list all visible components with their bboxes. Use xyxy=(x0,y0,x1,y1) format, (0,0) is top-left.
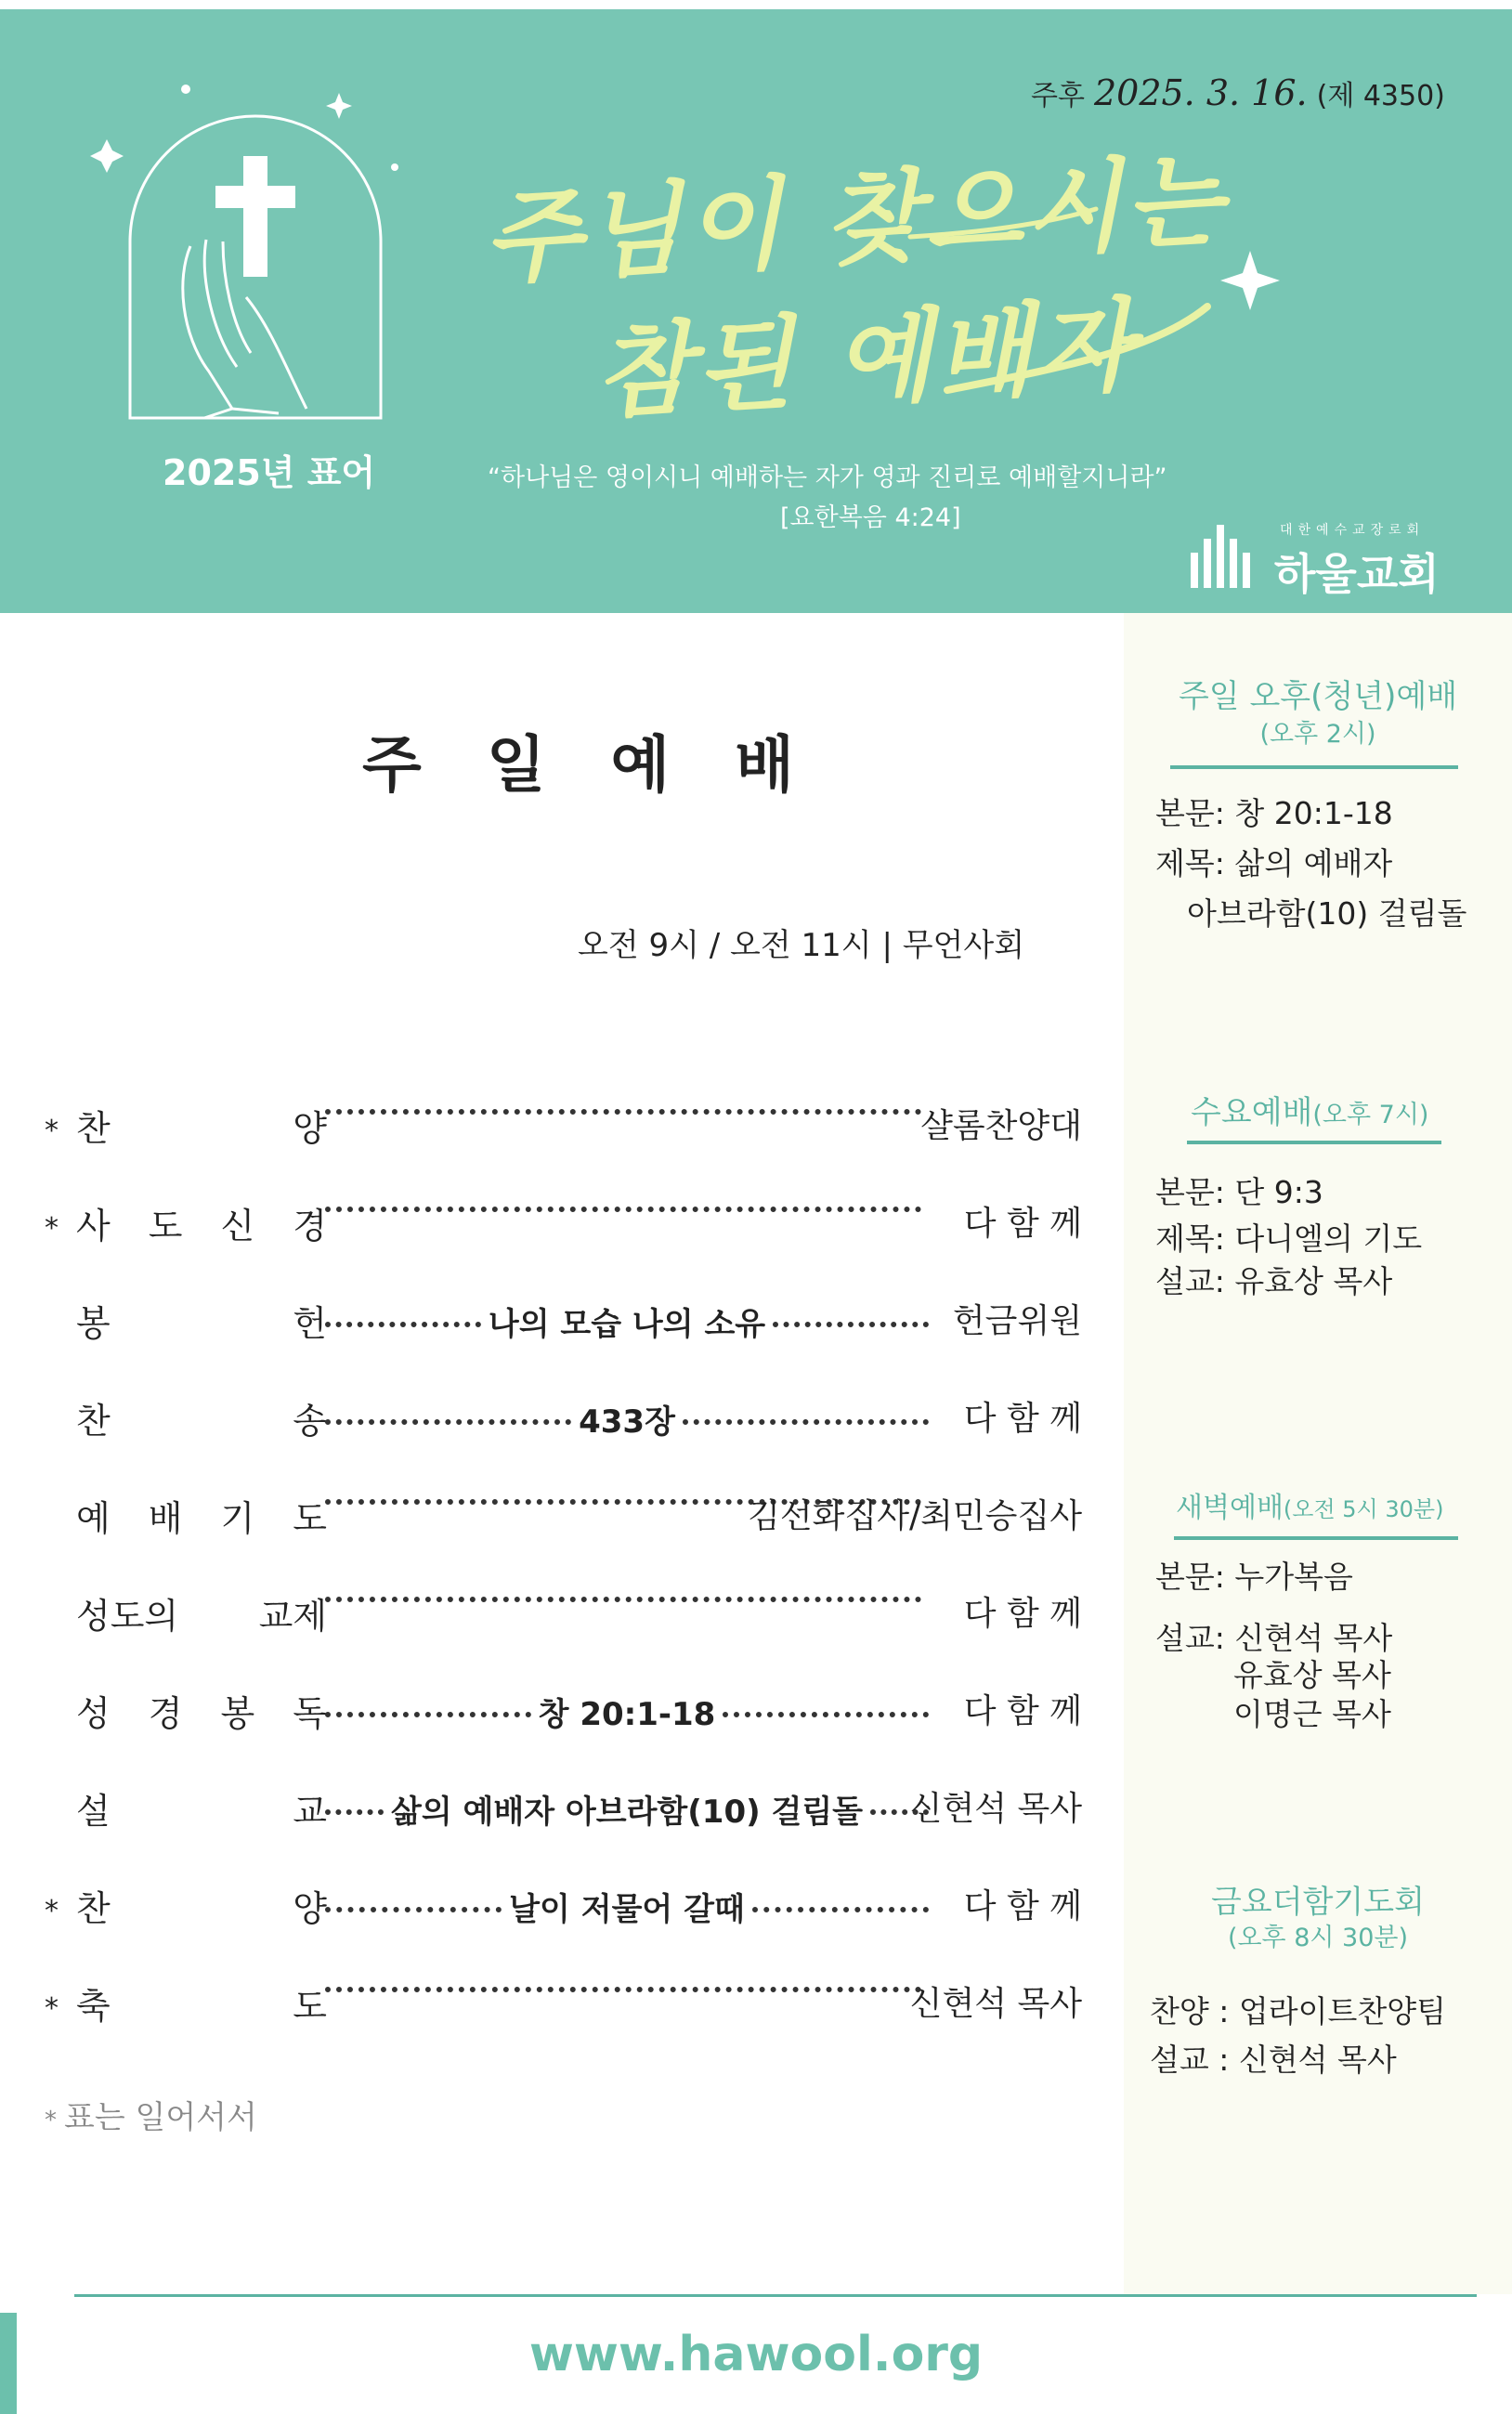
order-item-label xyxy=(76,1685,327,1736)
wednesday-title-text: 수요예배 xyxy=(1191,1094,1313,1131)
wednesday-time: (오후 7시) xyxy=(1312,1101,1429,1129)
dot-leader xyxy=(325,1712,531,1717)
standing-mark: * xyxy=(45,1115,59,1147)
friday-service-time: (오후 8시 30분) xyxy=(1227,1924,1409,1952)
wednesday-divider xyxy=(1187,1141,1441,1144)
wednesday-preacher: 설교: 유효상 목사 xyxy=(1155,1263,1393,1299)
order-item-label xyxy=(76,1197,327,1248)
wednesday-service-title xyxy=(1191,1087,1428,1132)
friday-praise: 찬양 : 업라이트찬양팀 xyxy=(1150,1993,1446,2029)
dawn-text: 본문: 누가복음 xyxy=(1155,1559,1353,1595)
dawn-divider xyxy=(1174,1536,1458,1540)
order-item-label xyxy=(76,1295,327,1346)
dawn-title-text: 새벽예배 xyxy=(1176,1492,1284,1524)
standing-mark: * xyxy=(45,1212,59,1245)
order-item-label-part: 찬 xyxy=(76,1888,111,1929)
order-item xyxy=(37,1289,1096,1345)
order-item-leader: 다 함 께 xyxy=(963,1400,1082,1438)
dot-leader xyxy=(325,1109,921,1115)
standing-mark: * xyxy=(45,1992,59,2025)
order-item-label-part: 도 xyxy=(293,1986,327,2027)
order-item-label-part: 경 xyxy=(293,1206,327,1246)
afternoon-service-title: 주일 오후(청년)예배 xyxy=(1178,678,1458,715)
order-item-label-part: 교제 xyxy=(258,1596,327,1637)
dot-leader xyxy=(325,1907,502,1912)
dot-leader xyxy=(325,1322,481,1327)
order-item-label-part: 봉 xyxy=(220,1693,255,1734)
dot-leader xyxy=(773,1322,929,1327)
standing-note xyxy=(45,2092,257,2137)
order-item-detail: 날이 저물어 갈때 xyxy=(509,1891,745,1928)
order-item-label-part: 교 xyxy=(293,1791,327,1832)
motto-label: 2025년 표어 xyxy=(163,452,376,493)
order-item-leader: 김선화집사/최민승집사 xyxy=(748,1497,1082,1535)
dot-leader xyxy=(723,1712,929,1717)
order-item-label xyxy=(76,1490,327,1541)
issue-date xyxy=(1031,72,1445,113)
wednesday-text: 본문: 단 9:3 xyxy=(1155,1174,1323,1210)
sidebar xyxy=(1124,613,1512,2294)
order-item xyxy=(37,1679,1096,1735)
order-item-content xyxy=(325,1689,929,1734)
dot-leader xyxy=(325,1207,921,1212)
church-website-link[interactable]: www.hawool.org xyxy=(528,2327,984,2382)
order-item-label-part: 송 xyxy=(293,1401,327,1442)
order-item-label-part: 찬 xyxy=(76,1401,111,1442)
dot-leader xyxy=(325,1809,384,1815)
order-item-detail: 433장 xyxy=(579,1403,675,1441)
dot-leader xyxy=(325,1987,921,1992)
dot-leader xyxy=(325,1419,571,1425)
order-item-label-part: 도 xyxy=(148,1206,183,1246)
friday-service-title: 금요더함기도회 xyxy=(1211,1884,1425,1921)
afternoon-subject-cont: 아브라함(10) 걸림돌 xyxy=(1187,895,1467,932)
order-item-content xyxy=(325,1396,929,1442)
order-item xyxy=(37,1874,1096,1930)
order-item-leader: 다 함 께 xyxy=(963,1595,1082,1633)
order-item-leader: 헌금위원 xyxy=(952,1302,1082,1340)
theme-verse: “하나님은 영이시니 예배하는 자가 영과 진리로 예배할지니라” xyxy=(488,463,1167,492)
order-item-label-part: 헌 xyxy=(293,1303,327,1344)
order-item-label-part: 독 xyxy=(293,1693,327,1734)
theme-title-line2: 참된 예배자 xyxy=(592,286,1140,433)
order-item-detail: 창 20:1-18 xyxy=(538,1696,716,1733)
dot-leader xyxy=(752,1907,929,1912)
order-item-label xyxy=(76,1782,327,1833)
order-item-content xyxy=(325,1786,929,1832)
order-item-leader: 다 함 께 xyxy=(963,1887,1082,1925)
dawn-service-title xyxy=(1176,1484,1443,1525)
order-item-leader: 다 함 께 xyxy=(963,1205,1082,1243)
footer-divider xyxy=(74,2294,1477,2297)
dawn-preacher-3: 이명근 목사 xyxy=(1233,1696,1391,1732)
order-item-label-part: 경 xyxy=(148,1693,183,1734)
order-item-label xyxy=(76,1100,327,1151)
dot-leader xyxy=(325,1597,921,1602)
church-logo-icon xyxy=(1191,525,1250,588)
order-item-content xyxy=(325,1103,929,1115)
order-item xyxy=(37,1484,1096,1540)
bulletin-header xyxy=(0,0,1512,613)
standing-mark: * xyxy=(45,2107,57,2134)
order-item xyxy=(37,1094,1096,1150)
order-item-leader: 신현석 목사 xyxy=(909,1985,1082,2023)
afternoon-subject: 제목: 삶의 예배자 xyxy=(1155,845,1393,881)
order-item xyxy=(37,1387,1096,1442)
order-item-label-part: 찬 xyxy=(76,1108,111,1149)
dawn-preacher-2: 유효상 목사 xyxy=(1233,1657,1391,1693)
issue-number: (제 4350) xyxy=(1316,80,1445,112)
order-item-label-part: 신 xyxy=(220,1206,255,1246)
afternoon-service-time: (오후 2시) xyxy=(1259,720,1376,749)
service-time: 오전 9시 / 오전 11시 | 무언사회 xyxy=(578,927,1025,964)
date-prefix: 주후 xyxy=(1031,80,1085,112)
order-item-leader: 샬롬찬양대 xyxy=(920,1107,1082,1145)
cross-icon xyxy=(243,156,267,277)
order-item xyxy=(37,1777,1096,1833)
dawn-time: (오전 5시 30분) xyxy=(1283,1496,1444,1522)
afternoon-divider xyxy=(1170,765,1458,769)
order-item xyxy=(37,1192,1096,1247)
order-item-label-part: 양 xyxy=(293,1888,327,1929)
verse-reference: [요한복음 4:24] xyxy=(780,503,961,532)
order-item-label-part: 성도의 xyxy=(76,1596,179,1637)
order-item xyxy=(37,1582,1096,1638)
order-item-label-part: 봉 xyxy=(76,1303,111,1344)
friday-preacher: 설교 : 신현석 목사 xyxy=(1150,2042,1397,2078)
order-item-label-part: 양 xyxy=(293,1108,327,1149)
order-item xyxy=(37,1972,1096,2028)
order-item-label-part: 설 xyxy=(76,1791,111,1832)
wednesday-subject: 제목: 다니엘의 기도 xyxy=(1155,1220,1423,1257)
order-item-content xyxy=(325,1884,929,1929)
church-name: 하울교회 xyxy=(1274,549,1440,599)
order-item-label-part: 배 xyxy=(148,1498,183,1539)
order-item-label-part: 기 xyxy=(220,1498,255,1539)
order-item-content xyxy=(325,1201,929,1212)
order-item-label xyxy=(76,1392,327,1443)
date-value: 2025. 3. 16. xyxy=(1093,72,1308,113)
order-item-content xyxy=(325,1298,929,1344)
order-item-label xyxy=(76,1880,327,1931)
service-title: 주일예배 xyxy=(362,729,860,801)
order-item-label-part: 축 xyxy=(76,1986,111,2027)
order-item-label-part: 성 xyxy=(76,1693,111,1734)
afternoon-text: 본문: 창 20:1-18 xyxy=(1155,795,1393,831)
order-item-detail: 삶의 예배자 아브라함(10) 걸림돌 xyxy=(390,1794,864,1831)
standing-mark: * xyxy=(45,1895,59,1927)
order-item-label-part: 예 xyxy=(76,1498,111,1539)
order-item-content xyxy=(325,1591,929,1602)
denomination: 대한예수교장로회 xyxy=(1280,523,1426,538)
order-item-content xyxy=(325,1981,929,1992)
order-item-label-part: 도 xyxy=(293,1498,327,1539)
dawn-preacher-1: 설교: 신현석 목사 xyxy=(1155,1620,1393,1656)
standing-note-text: 표는 일어서서 xyxy=(64,2099,257,2136)
order-item-leader: 다 함 께 xyxy=(963,1692,1082,1730)
order-item-detail: 나의 모습 나의 소유 xyxy=(488,1306,766,1343)
order-item-leader: 신현석 목사 xyxy=(909,1790,1082,1828)
theme-title-line1: 주님이 찾으시는 xyxy=(480,142,1230,298)
dot-leader xyxy=(683,1419,929,1425)
order-item-label xyxy=(76,1977,327,2029)
order-item-label-part: 사 xyxy=(76,1206,111,1246)
order-item-label xyxy=(76,1587,327,1638)
